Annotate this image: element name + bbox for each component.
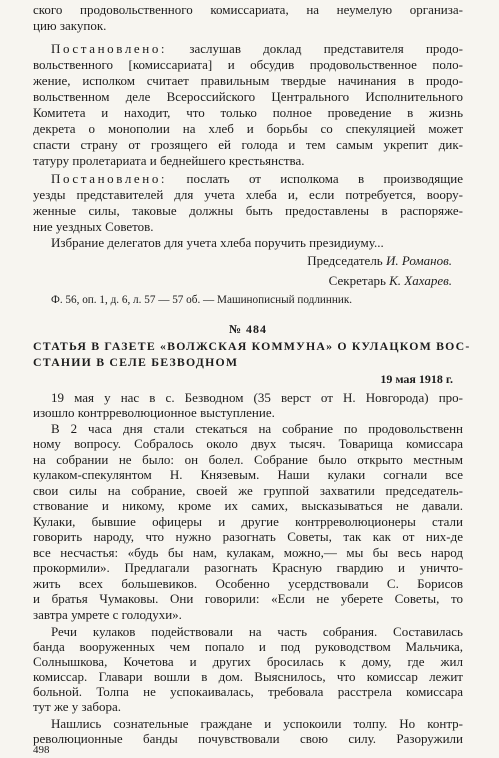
document-number: № 484 (228, 322, 268, 336)
text-line: Кулаки, бывшие офицеры и другие контрреволюционеры стали (33, 514, 463, 529)
text-line: ние уездных Советов. (33, 219, 154, 234)
resolution-1-first-line: Постановлено: заслушав доклад представителя продо- (51, 41, 463, 56)
text-line: банда вооруженных чем попало и под руководством Мальчика, (33, 639, 463, 654)
resolution-lead: Постановлено: (51, 171, 168, 186)
resolution-lead: Постановлено: (51, 41, 168, 56)
text-line: свои силы на собрание, своей же группой захватили председатель- (33, 483, 463, 498)
text-line: ского продовольственного комиссариата, на неумелую организа- (33, 2, 463, 17)
text-line: говорить народу, что нужно разогнать Советы, так как от них-де (33, 529, 463, 544)
text-line: и братья Чумаковы. Они говорили: «Если не уберете Советы, то (33, 591, 463, 606)
text-line: больной. Толпа не успокаивалась, требовала расстрела комиссара (33, 684, 463, 699)
text-line: комиссар. Главари вошли в дом. Выяснилось, что комиссар лежит (33, 669, 463, 684)
text-line: уезды представителей для учета хлеба и, если потребуется, воору- (33, 187, 463, 202)
text-line: кулаком-спекулянтом Н. Князевым. Наши кулаки согнали все (33, 467, 463, 482)
text-line: спасти страну от грозящего ей голода и тем самым укрепит дик- (33, 137, 463, 152)
document-title-line: СТАТЬЯ В ГАЗЕТЕ «ВОЛЖСКАЯ КОММУНА» О КУЛАЦКОМ ВОС- (33, 339, 471, 353)
text-line: вольственном деле Всероссийского Центрального Исполнительного (33, 89, 463, 104)
text-line: татуру пролетариата и беднейшего крестьянства. (33, 153, 305, 168)
text-line: на собрании не было: он болел. Собрание было открыто местным (33, 452, 463, 467)
text-line: завтра умрете с голодухи». (33, 607, 182, 622)
text-line: жить всех большевиков. Особенно усердствовали С. Борисов (33, 576, 463, 591)
text-line: Избрание делегатов для учета хлеба поручить президиуму... (51, 235, 384, 250)
text-line: В 2 часа дня стали стекаться на собрание по продовольственн (51, 421, 463, 436)
text-line: декрета о монополии на хлеб и борьбы со спекуляцией может (33, 121, 463, 136)
text-line: все несчастья: «будь бы нам, кулакам, можно,— мы бы весь народ (33, 545, 463, 560)
text-line: женные силы, таковые должны быть предоставлены в распоряже- (33, 203, 463, 218)
document-date: 19 мая 1918 г. (380, 372, 453, 386)
text-line: Комитета и находит, что только полное проведение в жизнь (33, 105, 463, 120)
text-line: жение, исполком считает правильным твердые начинания в продо- (33, 73, 463, 88)
text-line: Речи кулаков подействовали на часть собрания. Составилась (51, 624, 463, 639)
text-line: революционные банды почувствовали свою силу. Разоружили (33, 731, 463, 746)
text-line: изошло контрреволюционное выступление. (33, 405, 275, 420)
resolution-2-first-line: Постановлено: послать от исполкома в производящие (51, 171, 464, 186)
secretary-signature: Секретарь К. Хахарев. (328, 273, 452, 288)
text-line: Нашлись сознательные граждане и успокоили толпу. Но контр- (51, 716, 463, 731)
text-line: тут же у забора. (33, 699, 122, 714)
text-line: ствование и никому, кроме их самих, высказываться не давали. (33, 498, 463, 513)
text-line: 19 мая у нас в с. Безводном (35 верст от Н. Новгорода) про- (51, 390, 463, 405)
text-line: прокормили». Предлагали разогнать Красную гвардию и уничто- (33, 560, 463, 575)
text-line: вольственного [комиссариата] и обсудив продовольственное поло- (33, 57, 463, 72)
chair-signature: Председатель И. Романов. (307, 253, 452, 268)
text-line: ному вопросу. Собралось около двух тысяч. Товарища комиссара (33, 436, 463, 451)
document-title-line: СТАНИИ В СЕЛЕ БЕЗВОДНОМ (33, 355, 239, 369)
text-line: Солнышкова, Кочетова и других бросилась к дому, где жил (33, 654, 463, 669)
page-number: 498 (33, 744, 50, 756)
text-line: цию закупок. (33, 18, 107, 33)
archive-reference: Ф. 56, оп. 1, д. 6, л. 57 — 57 об. — Машинописный подлинник. (51, 294, 353, 306)
